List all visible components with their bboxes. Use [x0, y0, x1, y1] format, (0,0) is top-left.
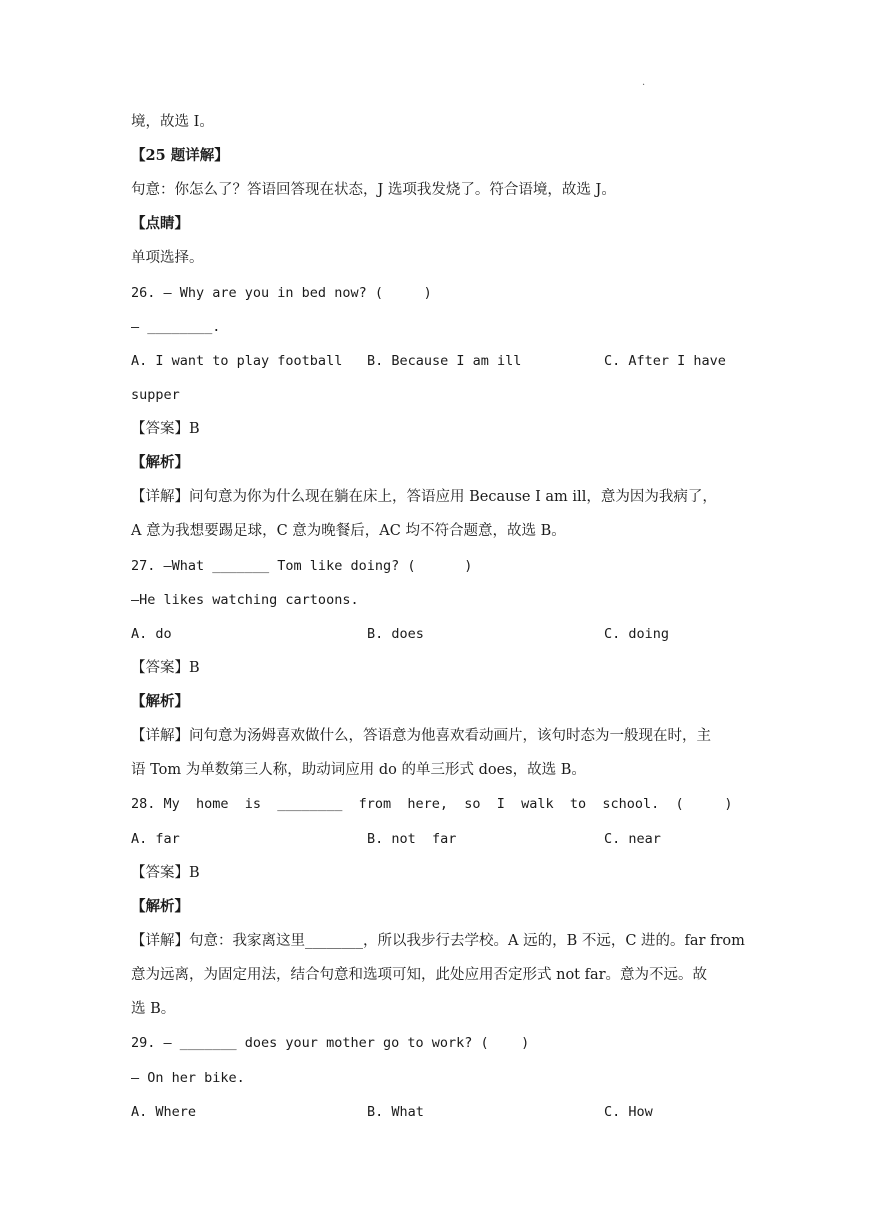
option-b-27: B. does: [367, 626, 424, 642]
option-c-26-cont: supper: [131, 387, 180, 403]
detail-26-1: 【详解】问句意为你为什么现在躺在床上，答语应用 Because I am ill，意为因为我病了，: [131, 489, 717, 505]
option-b-26: B. Because I am ill: [367, 353, 522, 369]
answer-27: 【答案】B: [131, 660, 200, 676]
detail-26-2: A 意为我想要踢足球，C 意为晚餐后，AC 均不符合题意，故选 B。: [131, 523, 566, 539]
answer-28: 【答案】B: [131, 865, 200, 881]
analysis-26: 【解析】: [131, 454, 189, 471]
section-heading: 【25 题详解】: [131, 147, 229, 164]
option-c-26: C. After I have: [604, 353, 726, 369]
question-29: 29. — _______ does your mother go to work? ( ): [131, 1035, 530, 1051]
detail-27-2: 语 Tom 为单数第三人称，助动词应用 do 的单三形式 does，故选 B。: [131, 762, 586, 778]
question-27: 27. —What _______ Tom like doing? ( ): [131, 558, 473, 574]
header-mark: ·: [642, 80, 646, 91]
option-b-29: B. What: [367, 1104, 424, 1120]
answer-line-27: —He likes watching cartoons.: [131, 592, 359, 608]
question-26: 26. — Why are you in bed now? ( ): [131, 285, 432, 301]
option-c-27: C. doing: [604, 626, 670, 642]
text-line: 句意：你怎么了？答语回答现在状态，J 选项我发烧了。符合语境，故选 J。: [131, 182, 616, 198]
text-line: 单项选择。: [131, 250, 204, 266]
answer-line-29: — On her bike.: [131, 1070, 245, 1086]
option-a-29: A. Where: [131, 1104, 197, 1120]
option-c-28: C. near: [604, 831, 661, 847]
option-b-28: B. not far: [367, 831, 457, 847]
detail-28-2: 意为远离，为固定用法，结合句意和选项可知，此处应用否定形式 not far。意为不远。故: [131, 967, 708, 983]
option-a-26: A. I want to play football: [131, 353, 343, 369]
detail-28-1: 【详解】句意：我家离这里________，所以我步行去学校。A 远的，B 不远，C 进的。far from: [131, 933, 745, 949]
answer-line-26: — ________.: [131, 319, 221, 335]
option-a-27: A. do: [131, 626, 172, 642]
detail-28-3: 选 B。: [131, 1001, 176, 1017]
answer-26: 【答案】B: [131, 421, 200, 437]
analysis-28: 【解析】: [131, 898, 189, 915]
detail-27-1: 【详解】问句意为汤姆喜欢做什么，答语意为他喜欢看动画片，该句时态为一般现在时，主: [131, 728, 711, 744]
section-heading: 【点睛】: [131, 215, 189, 232]
option-c-29: C. How: [604, 1104, 653, 1120]
question-28: 28. My home is ________ from here, so I walk to school. ( ): [131, 796, 733, 812]
analysis-27: 【解析】: [131, 693, 189, 710]
option-a-28: A. far: [131, 831, 180, 847]
text-line: 境，故选 I。: [131, 114, 214, 130]
